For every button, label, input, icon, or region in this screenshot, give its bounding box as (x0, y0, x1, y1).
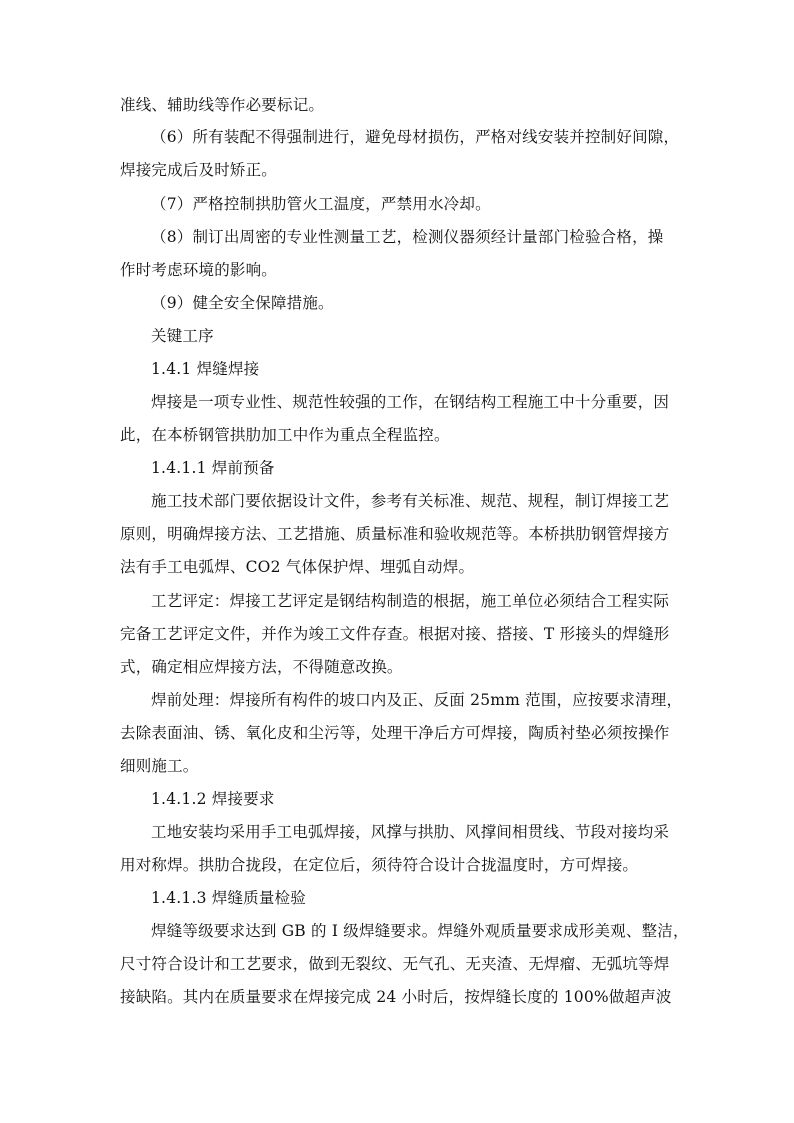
text-line: （6）所有装配不得强制进行，避免母材损伤，严格对线安装并控制好间隙， (151, 128, 680, 146)
text-line: （7）严格控制拱肋管火工温度，严禁用水冷却。 (151, 195, 491, 213)
text-line: 式，确定相应焊接方法，不得随意改换。 (120, 658, 403, 676)
section-heading: 1.4.1.3 焊缝质量检验 (151, 889, 306, 907)
text-line: 用对称焊。拱肋合拢段，在定位后，须待符合设计合拢温度时，方可焊接。 (120, 856, 639, 874)
section-heading: 1.4.1 焊缝焊接 (151, 360, 260, 378)
text-line: 此，在本桥钢管拱肋加工中作为重点全程监控。 (120, 426, 450, 444)
text-line: 施工技术部门要依据设计文件，参考有关标准、规范、规程，制订焊接工艺 (151, 492, 670, 510)
text-line: 法有手工电弧焊、CO2 气体保护焊、埋弧自动焊。 (120, 558, 475, 576)
text-line: 接缺陷。其内在质量要求在焊接完成 24 小时后，按焊缝长度的 100%做超声波 (120, 988, 672, 1006)
text-line: 工地安装均采用手工电弧焊接，风撑与拱肋、风撑间相贯线、节段对接均采 (151, 823, 670, 841)
section-heading: 1.4.1.1 焊前预备 (151, 459, 275, 477)
text-line: 完备工艺评定文件，并作为竣工文件存查。根据对接、搭接、T 形接头的焊缝形 (120, 625, 670, 643)
section-heading: 关键工序 (151, 327, 214, 345)
text-line: 细则施工。 (120, 757, 199, 775)
text-line: 工艺评定：焊接工艺评定是钢结构制造的根据，施工单位必须结合工程实际 (151, 592, 670, 610)
text-line: （9）健全安全保障措施。 (151, 294, 334, 312)
text-line: 尺寸符合设计和工艺要求，做到无裂纹、无气孔、无夹渣、无焊瘤、无弧坑等焊 (120, 955, 670, 973)
text-line: 焊接完成后及时矫正。 (120, 161, 278, 179)
section-heading: 1.4.1.2 焊接要求 (151, 790, 275, 808)
text-line: 原则，明确焊接方法、工艺措施、质量标准和验收规范等。本桥拱肋钢管焊接方 (120, 525, 670, 543)
text-line: 去除表面油、锈、氧化皮和尘污等，处理干净后方可焊接，陶质衬垫必须按操作 (120, 724, 670, 742)
text-line: （8）制订出周密的专业性测量工艺，检测仪器须经计量部门检验合格，操 (151, 228, 664, 246)
text-line: 准线、辅助线等作必要标记。 (120, 96, 325, 114)
text-line: 作时考虑环境的影响。 (120, 261, 278, 279)
text-line: 焊前处理：焊接所有构件的坡口内及正、反面 25mm 范围，应按要求清理， (151, 691, 683, 709)
text-line: 焊接是一项专业性、规范性较强的工作，在钢结构工程施工中十分重要，因 (151, 393, 670, 411)
text-line: 焊缝等级要求达到 GB 的 I 级焊缝要求。焊缝外观质量要求成形美观、整洁， (151, 922, 689, 940)
